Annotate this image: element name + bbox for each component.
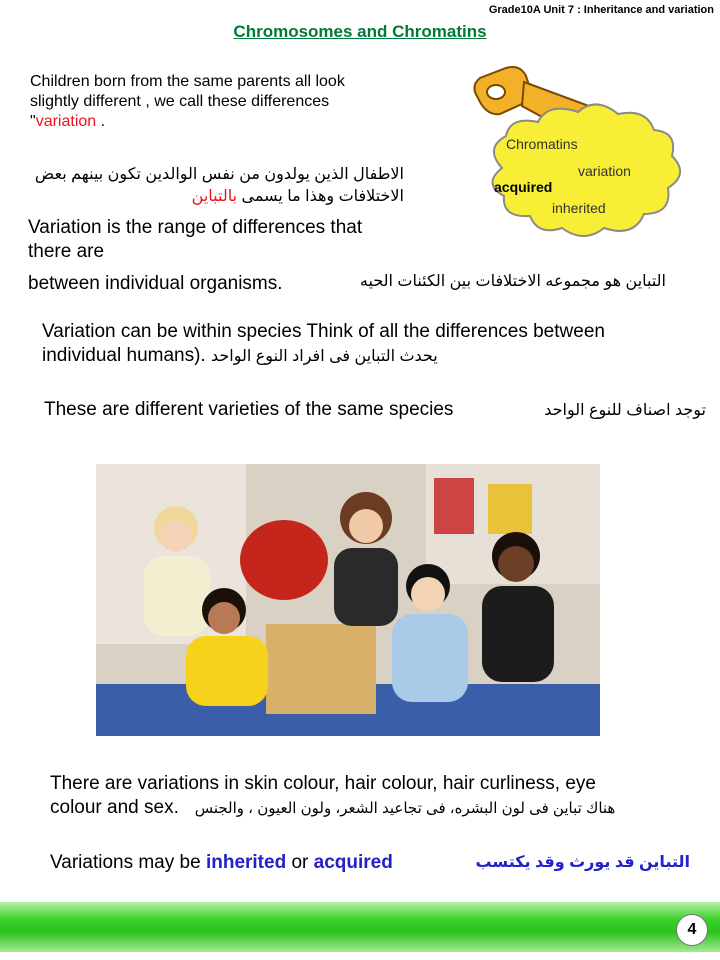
- varieties-text: These are different varieties of the same species: [44, 399, 454, 420]
- header-unit: Grade10A Unit 7 : Inheritance and variation: [488, 4, 714, 16]
- intro-arabic: [22, 164, 404, 208]
- cloud-acquired: acquired: [494, 179, 553, 195]
- intro-line3: [30, 112, 410, 132]
- traits-block: [50, 772, 710, 821]
- inherit-sentence: [50, 851, 393, 875]
- intro-paragraph: [30, 72, 410, 132]
- within-species-arabic: يحدث التباين فى افراد النوع الواحد: [210, 348, 438, 365]
- definition-line1: Variation is the range of differences that: [28, 217, 363, 238]
- definition-block: [28, 216, 418, 264]
- intro-arabic-line2: [22, 186, 404, 208]
- inherit-arabic: التباين قد يورث وقد يكتسب: [475, 854, 690, 871]
- traits-text: colour and sex.: [50, 797, 179, 818]
- inherit-middle: or: [286, 852, 314, 873]
- intro-arabic-line1: الاطفال الذين يولدون من نفس الوالدين تكون بينهم بعض: [34, 166, 404, 183]
- cloud-variation: variation: [578, 163, 631, 179]
- key-cloud-illustration: [466, 58, 706, 248]
- inherited-highlight: inherited: [205, 852, 287, 873]
- within-species-line2: [42, 344, 692, 369]
- within-species-line1: Variation can be within species Think of all the differences between: [42, 321, 605, 342]
- definition-line3: between individual organisms.: [28, 273, 283, 294]
- definition-arabic: التباين هو مجموعه الاختلافات بين الكئنات الحيه: [359, 273, 666, 290]
- traits-line2: [50, 796, 710, 821]
- page-title: Chromosomes and Chromatins: [233, 22, 487, 41]
- footer-bar: [0, 902, 720, 952]
- page-number: 4: [676, 914, 708, 946]
- definition-line2: there are: [28, 241, 105, 262]
- intro-quote: ": [30, 113, 36, 130]
- children-photo-art: [96, 464, 600, 736]
- traits-line1: There are variations in skin colour, hair colour, hair curliness, eye: [50, 773, 596, 794]
- cloud-chromatins: Chromatins: [506, 136, 578, 152]
- cloud-inherited: inherited: [552, 200, 606, 216]
- children-photo: [96, 464, 600, 736]
- arabic-variation-highlight: بالتباين: [191, 188, 238, 205]
- variation-highlight: variation: [35, 113, 97, 130]
- traits-arabic: هناك تباين فى لون البشره، فى تجاعيد الشعر، ولون العيون ، والجنس: [194, 800, 616, 817]
- intro-arabic-text: الاختلافات وهذا ما يسمى: [237, 188, 404, 205]
- acquired-highlight: acquired: [313, 852, 393, 873]
- within-species-text: individual humans).: [42, 345, 206, 366]
- intro-line2: slightly different , we call these differences: [30, 93, 330, 110]
- intro-line1: Children born from the same parents all look: [30, 73, 345, 90]
- within-species-block: [42, 320, 692, 369]
- varieties-arabic: توجد اصناف للنوع الواحد: [544, 402, 706, 419]
- inherit-prefix: Variations may be: [50, 852, 206, 873]
- intro-period: .: [96, 113, 106, 130]
